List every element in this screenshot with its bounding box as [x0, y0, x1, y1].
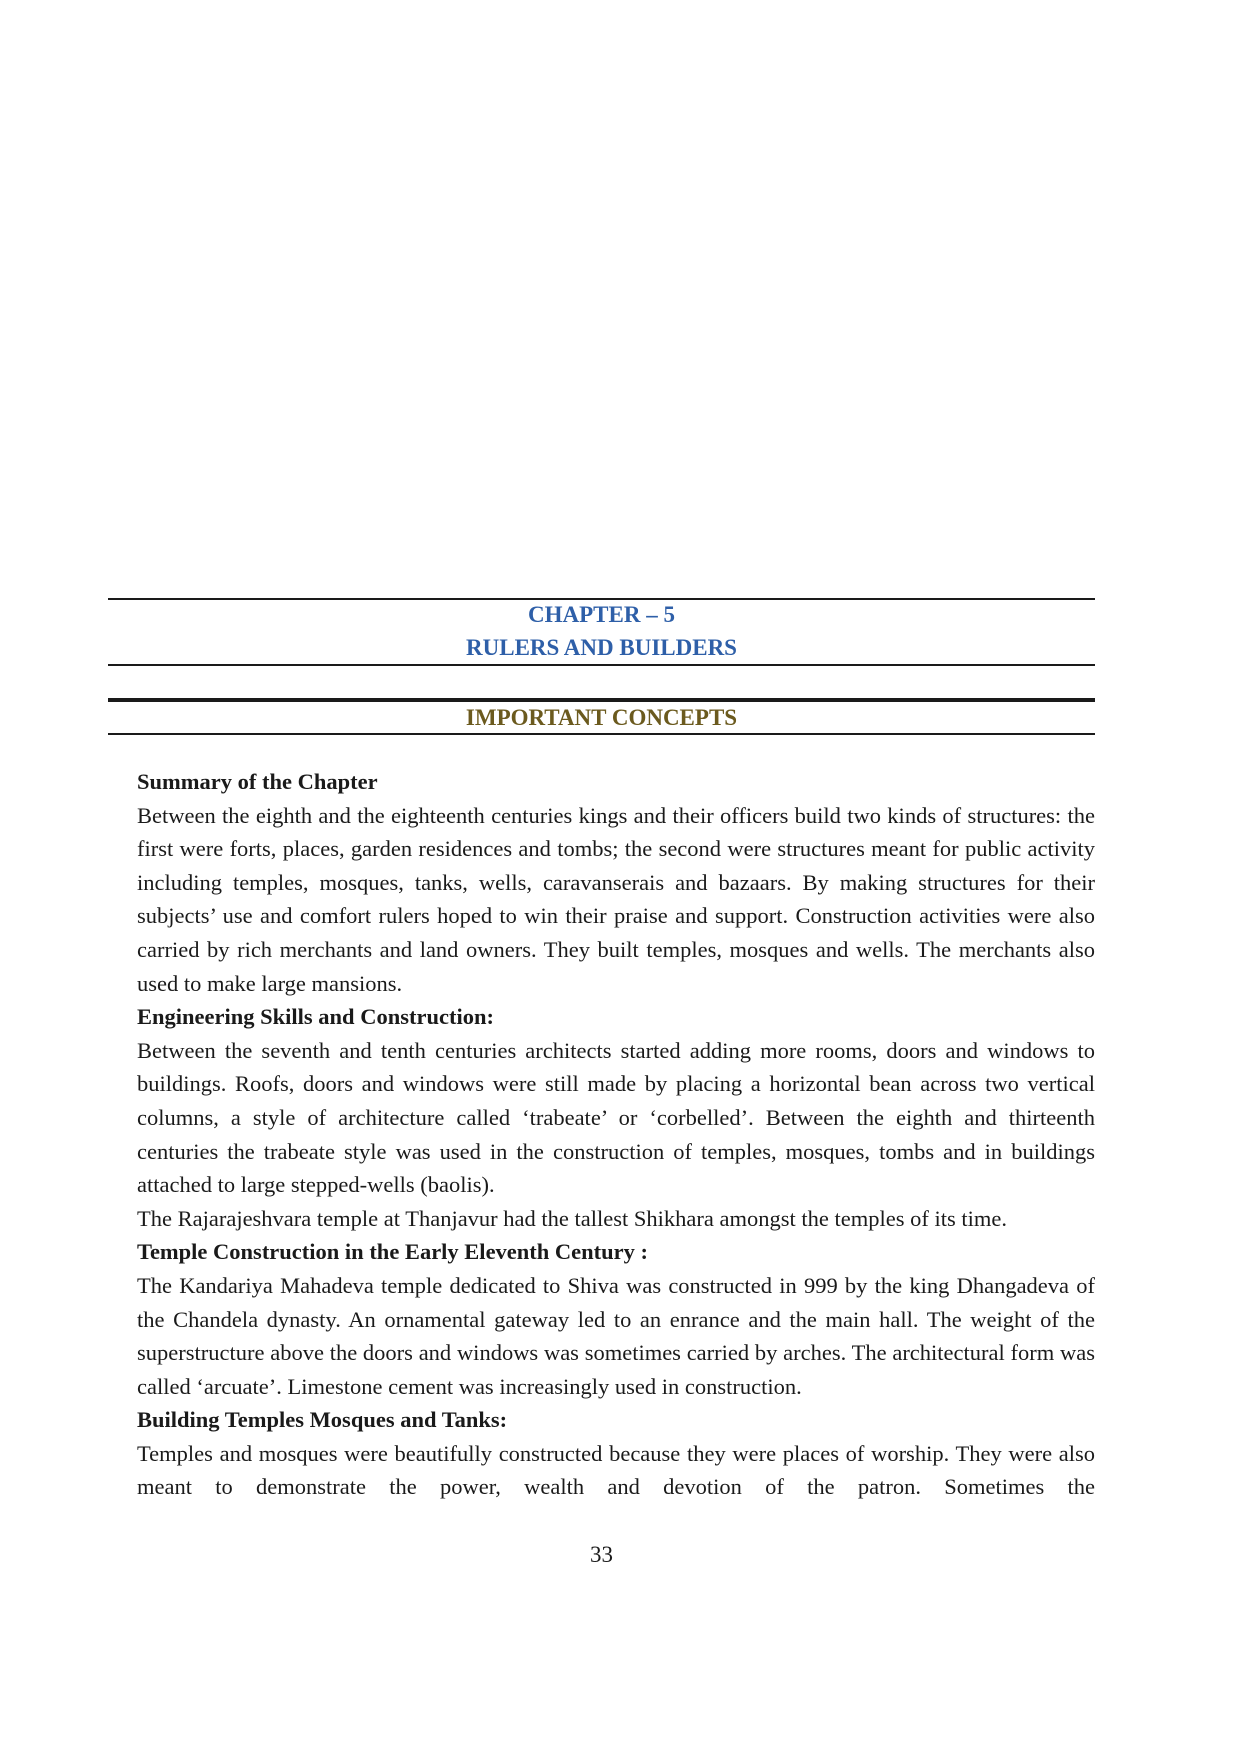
chapter-title: RULERS AND BUILDERS [466, 635, 737, 660]
concepts-bottom-rule [108, 733, 1095, 735]
chapter-content [137, 765, 1095, 1504]
summary-heading: Summary of the Chapter [137, 769, 378, 794]
building-heading: Building Temples Mosques and Tanks: [137, 1407, 508, 1433]
chapter-number: CHAPTER – 5 [528, 602, 675, 627]
engineering-heading: Engineering Skills and Construction: [137, 1004, 494, 1030]
engineering-paragraph: Between the seventh and tenth centuries architects started adding more rooms, doors and windows to buildings. Roofs, doors and windows were still made by placing a horizontal bean across two vertical columns, a style of architecture called ‘trabeate’ or ‘corbelled’. Between the eighth and thirteenth centuries the trabeate style was used in the construction of temples, mosques, tombs and in buildings attached to large stepped-wells (baolis). [137, 1037, 1095, 1198]
building-paragraph: Temples and mosques were beautifully constructed because they were places of worship. They were also meant to demonstrate the power, wealth and devotion of the patron. Sometimes the [137, 1440, 1095, 1500]
important-concepts-heading: IMPORTANT CONCEPTS [465, 705, 738, 730]
chapter-bottom-rule [108, 664, 1095, 666]
engineering-paragraph-2: The Rajarajeshvara temple at Thanjavur had the tallest Shikhara amongst the temples of its time. [137, 1205, 1007, 1231]
temple-paragraph: The Kandariya Mahadeva temple dedicated to Shiva was constructed in 999 by the king Dhangadeva of the Chandela dynasty. An ornamental gateway led to an enrance and the main hall. The weight of the superstructure above the doors and windows was sometimes carried by arches. The architectural form was called ‘arcuate’. Limestone cement was increasingly used in construction. [137, 1272, 1095, 1399]
summary-paragraph: Between the eighth and the eighteenth centuries kings and their officers build two kinds of structures: the first were forts, places, garden residences and tombs; the second were structures meant for public activity including temples, mosques, tanks, wells, caravanserais and bazaars. By making structures for their subjects’ use and comfort rulers hoped to win their praise and support. Construction activities were also carried by rich merchants and land owners. They built temples, mosques and wells. The merchants also used to make large mansions. [137, 802, 1095, 996]
temple-heading: Temple Construction in the Early Eleventh Century : [137, 1239, 649, 1265]
page-number: 33 [590, 1542, 613, 1567]
